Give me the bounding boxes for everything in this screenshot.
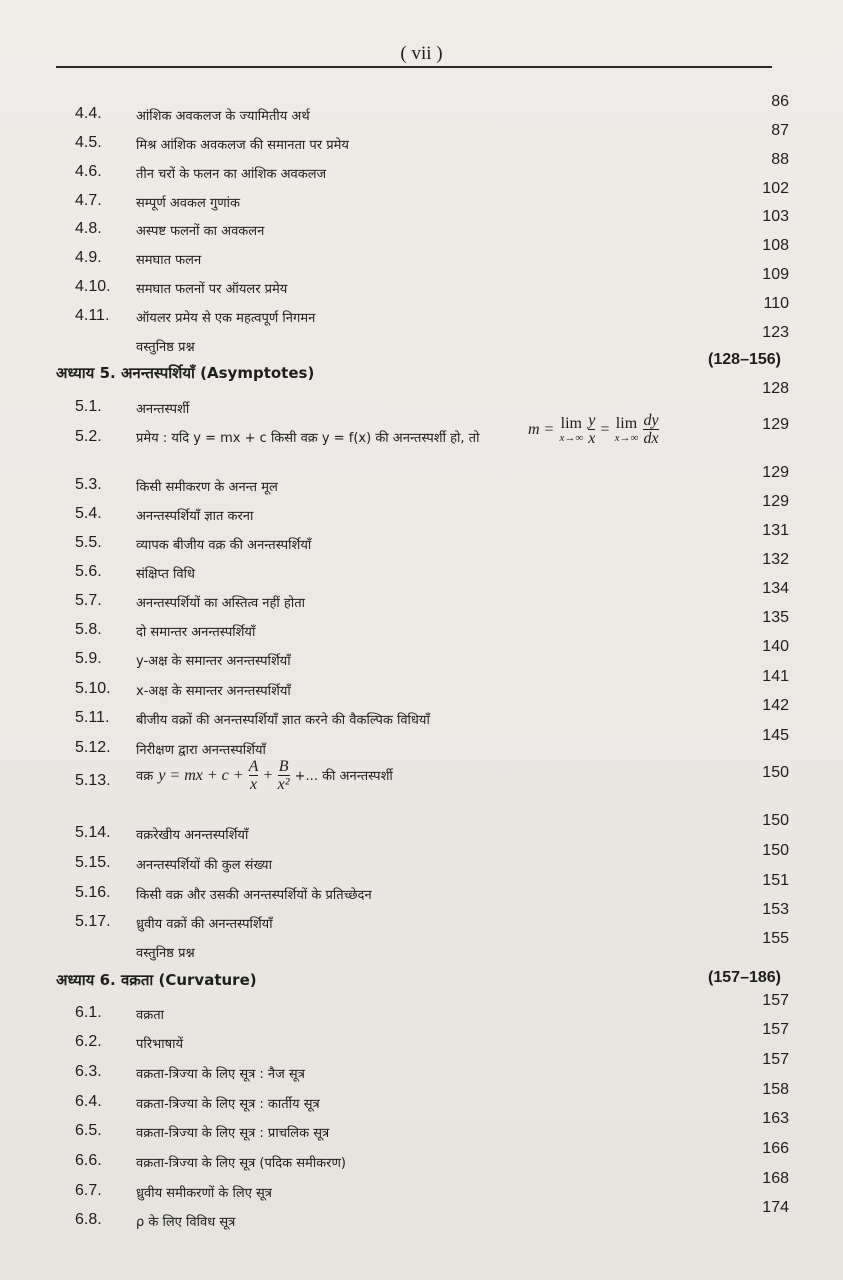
- formula-plus: +: [263, 767, 273, 784]
- fraction-y-over-x: [588, 412, 595, 447]
- toc-page: 150: [762, 842, 789, 859]
- toc-number: 4.8.: [75, 220, 102, 237]
- toc-title: वक्रता-त्रिज्या के लिए सूत्र : कार्तीय सूत्र: [136, 1097, 320, 1112]
- toc-row-5-3: [0, 464, 843, 502]
- toc-row-6-2: [0, 1021, 843, 1059]
- fraction-denominator: x²: [277, 776, 290, 793]
- toc-row-4-4: [0, 93, 843, 131]
- toc-page: 153: [762, 901, 789, 918]
- toc-title: संक्षिप्त विधि: [136, 567, 195, 582]
- toc-title: वक्रता-त्रिज्या के लिए सूत्र (पदिक समीकरण): [136, 1156, 346, 1171]
- toc-page: 128: [762, 380, 789, 397]
- toc-number: 5.10.: [75, 680, 111, 697]
- toc-number: 6.7.: [75, 1182, 102, 1199]
- toc-row-5-16: [0, 872, 843, 910]
- chapter-5-heading: अध्याय 5. अनन्तस्पर्शियाँ (Asymptotes): [56, 364, 315, 382]
- toc-row-4-5: [0, 122, 843, 160]
- toc-title: परिभाषायें: [136, 1037, 183, 1052]
- toc-title: निरीक्षण द्वारा अनन्तस्पर्शियाँ: [136, 743, 266, 758]
- toc-row-5-13: [0, 758, 843, 808]
- toc-title: ध्रुवीय वक्रों की अनन्तस्पर्शियाँ: [136, 917, 273, 932]
- toc-page: 129: [762, 464, 789, 481]
- toc-row-4-6: [0, 151, 843, 189]
- toc-row-5-9: [0, 638, 843, 676]
- curve-expression: y = mx + c +: [158, 767, 244, 784]
- toc-page: 158: [762, 1081, 789, 1098]
- limit-subscript: x→∞: [559, 432, 584, 444]
- toc-title: अनन्तस्पर्शियाँ ज्ञात करना: [136, 509, 254, 524]
- toc-title: वस्तुनिष्ठ प्रश्न: [136, 946, 195, 961]
- toc-row-5-11: [0, 697, 843, 735]
- toc-page: 150: [762, 764, 789, 781]
- toc-page: 87: [771, 122, 789, 139]
- toc-number: 4.7.: [75, 192, 102, 209]
- toc-page: 110: [763, 295, 789, 312]
- toc-page: 142: [762, 697, 789, 714]
- toc-number: 4.9.: [75, 249, 102, 266]
- toc-page: 166: [762, 1140, 789, 1157]
- toc-title: ρ के लिए विविध सूत्र: [136, 1215, 236, 1230]
- toc-title: वक्रता: [136, 1008, 164, 1023]
- toc-row-5-4: [0, 493, 843, 531]
- toc-row-6-5: [0, 1110, 843, 1148]
- toc-number: 5.9.: [75, 650, 102, 667]
- toc-title: वक्ररेखीय अनन्तस्पर्शियाँ: [136, 828, 249, 843]
- toc-title: किसी वक्र और उसकी अनन्तस्पर्शियों के प्रतिच्छेदन: [136, 888, 372, 903]
- toc-title: बीजीय वक्रों की अनन्तस्पर्शियाँ ज्ञात करने की वैकल्पिक विधियाँ: [136, 713, 430, 728]
- toc-row-5-17: [0, 901, 843, 939]
- limit-1: [559, 415, 583, 444]
- toc-page: 141: [762, 668, 789, 685]
- curve-prefix: वक्र: [136, 769, 154, 784]
- toc-page: 145: [762, 727, 789, 744]
- toc-row-5-10: [0, 668, 843, 706]
- toc-number: 5.4.: [75, 505, 102, 522]
- toc-page: 157: [762, 992, 789, 1009]
- fraction-dy-over-dx: [643, 412, 658, 447]
- toc-number: 5.13.: [75, 772, 111, 789]
- toc-page: 174: [762, 1199, 789, 1216]
- fraction-b-over-x2: [278, 758, 290, 793]
- toc-title: समघात फलन: [136, 253, 202, 268]
- limit-subscript: x→∞: [614, 432, 639, 444]
- toc-title: किसी समीकरण के अनन्त मूल: [136, 480, 278, 495]
- toc-row-4-8: [0, 208, 843, 246]
- curve-formula: [136, 758, 393, 793]
- toc-title: ध्रुवीय समीकरणों के लिए सूत्र: [136, 1186, 272, 1201]
- toc-row-5-7: [0, 580, 843, 618]
- toc-row-6-3: [0, 1051, 843, 1089]
- toc-row-5-2: [0, 412, 843, 464]
- toc-page: 108: [762, 237, 789, 254]
- toc-row-4-11: [0, 295, 843, 333]
- toc-title: समघात फलनों पर ऑयलर प्रमेय: [136, 282, 288, 297]
- toc-title: वक्रता-त्रिज्या के लिए सूत्र : नैज सूत्र: [136, 1067, 305, 1082]
- toc-title: अनन्तस्पर्शियों की कुल संख्या: [136, 858, 272, 873]
- toc-number: 5.7.: [75, 592, 102, 609]
- toc-number: 4.11.: [75, 307, 110, 324]
- toc-number: 5.16.: [75, 884, 111, 901]
- toc-page: 168: [762, 1170, 789, 1187]
- toc-title: x-अक्ष के समान्तर अनन्तस्पर्शियाँ: [136, 684, 291, 699]
- toc-title: व्यापक बीजीय वक्र की अनन्तस्पर्शियाँ: [136, 538, 312, 553]
- toc-title: मिश्र आंशिक अवकलज की समानता पर प्रमेय: [136, 138, 349, 153]
- toc-page: 129: [762, 493, 789, 510]
- toc-number: 5.12.: [75, 739, 111, 756]
- toc-number: 6.3.: [75, 1063, 102, 1080]
- fraction-numerator: dy: [643, 412, 659, 429]
- toc-row-4-9: [0, 237, 843, 275]
- toc-title-prefix: प्रमेय : यदि y = mx + c किसी वक्र y = f(x) की अनन्तस्पर्शी हो, तो: [136, 431, 480, 446]
- toc-number: 5.6.: [75, 563, 102, 580]
- toc-title: वक्रता-त्रिज्या के लिए सूत्र : प्राचलिक सूत्र: [136, 1126, 330, 1141]
- toc-row-5-15: [0, 842, 843, 880]
- toc-page: 157: [762, 1051, 789, 1068]
- toc-page: 102: [762, 180, 789, 197]
- toc-row-5-12: [0, 727, 843, 765]
- toc-number: 5.17.: [75, 913, 111, 930]
- fraction-a-over-x: [249, 758, 259, 793]
- page-numeral: ( vii ): [400, 43, 443, 64]
- formula-m: m =: [528, 421, 555, 438]
- toc-page: 155: [762, 930, 789, 947]
- toc-title: y-अक्ष के समान्तर अनन्तस्पर्शियाँ: [136, 654, 291, 669]
- toc-row-4-10: [0, 266, 843, 304]
- toc-page: 129: [762, 416, 789, 433]
- toc-row-5-5: [0, 522, 843, 560]
- formula-equals: =: [600, 421, 610, 438]
- toc-number: 4.4.: [75, 105, 102, 122]
- toc-row-5-14: [0, 812, 843, 850]
- chapter-5-range: (128–156): [708, 351, 781, 368]
- toc-title: दो समान्तर अनन्तस्पर्शियाँ: [136, 625, 256, 640]
- curve-suffix: +... की अनन्तस्पर्शी: [294, 769, 393, 784]
- toc-page: 132: [762, 551, 789, 568]
- toc-title: अस्पष्ट फलनों का अवकलन: [136, 224, 265, 239]
- toc-page: 103: [762, 208, 789, 225]
- toc-number: 4.10.: [75, 278, 111, 295]
- toc-page: 151: [762, 872, 789, 889]
- toc-number: 5.3.: [75, 476, 102, 493]
- toc-title: अनन्तस्पर्शियों का अस्तित्व नहीं होता: [136, 596, 305, 611]
- toc-title: वस्तुनिष्ठ प्रश्न: [136, 340, 195, 355]
- toc-page: 88: [771, 151, 789, 168]
- fraction-denominator: dx: [643, 430, 659, 447]
- fraction-numerator: A: [248, 758, 259, 775]
- toc-page: 86: [771, 93, 789, 110]
- toc-row-6-8: [0, 1199, 843, 1237]
- toc-number: 6.1.: [75, 1004, 102, 1021]
- fraction-numerator: B: [278, 758, 289, 775]
- fraction-denominator: x: [588, 430, 596, 447]
- toc-number: 6.5.: [75, 1122, 102, 1139]
- toc-page: 157: [762, 1021, 789, 1038]
- toc-row-6-6: [0, 1140, 843, 1178]
- fraction-numerator: y: [588, 412, 596, 429]
- toc-number: 6.2.: [75, 1033, 102, 1050]
- chapter-6-range: (157–186): [708, 969, 781, 986]
- chapter-6-heading: अध्याय 6. वक्रता (Curvature): [56, 971, 257, 989]
- toc-row-5-8: [0, 609, 843, 647]
- toc-row-objective-5: [0, 930, 843, 968]
- toc-row-5-6: [0, 551, 843, 589]
- fraction-denominator: x: [249, 776, 258, 793]
- toc-number: 5.8.: [75, 621, 102, 638]
- toc-page: 163: [762, 1110, 789, 1127]
- toc-number: 6.4.: [75, 1093, 102, 1110]
- limit-text: lim: [615, 415, 638, 432]
- toc-number: 5.5.: [75, 534, 102, 551]
- toc-number: 4.6.: [75, 163, 102, 180]
- toc-row-5-1: [0, 380, 843, 424]
- toc-number: 5.15.: [75, 854, 111, 871]
- toc-title: अनन्तस्पर्शी: [136, 402, 190, 417]
- toc-page: 134: [762, 580, 789, 597]
- toc-title: सम्पूर्ण अवकल गुणांक: [136, 196, 241, 211]
- toc-number: 4.5.: [75, 134, 102, 151]
- toc-number: 5.1.: [75, 398, 102, 415]
- toc-page: 123: [762, 324, 789, 341]
- toc-page: 109: [762, 266, 789, 283]
- toc-number: 5.11.: [75, 709, 110, 726]
- limit-2: [615, 415, 639, 444]
- toc-title: ऑयलर प्रमेय से एक महत्वपूर्ण निगमन: [136, 311, 316, 326]
- toc-row-6-7: [0, 1170, 843, 1208]
- toc-number: 5.2.: [75, 428, 102, 445]
- header-rule: [56, 66, 772, 68]
- toc-title: तीन चरों के फलन का आंशिक अवकलज: [136, 167, 327, 182]
- toc-page: 135: [762, 609, 789, 626]
- toc-number: 6.8.: [75, 1211, 102, 1228]
- toc-page: 140: [762, 638, 789, 655]
- toc-title: आंशिक अवकलज के ज्यामितीय अर्थ: [136, 109, 310, 124]
- toc-number: 6.6.: [75, 1152, 102, 1169]
- limit-text: lim: [560, 415, 582, 432]
- toc-page: 150: [762, 812, 789, 829]
- toc-row-4-7: [0, 180, 843, 218]
- toc-page: 131: [762, 522, 789, 539]
- toc-row-6-4: [0, 1081, 843, 1119]
- toc-row-6-1: [0, 992, 843, 1030]
- toc-number: 5.14.: [75, 824, 111, 841]
- limit-formula: [528, 412, 659, 447]
